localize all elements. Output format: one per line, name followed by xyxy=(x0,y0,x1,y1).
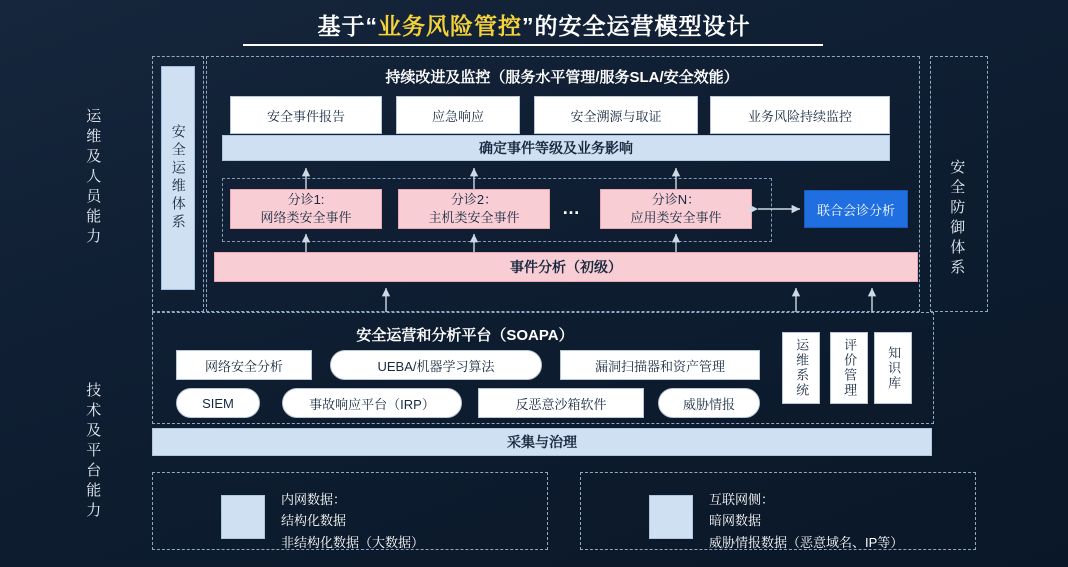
box-traceability-forensics[interactable]: 安全溯源与取证 xyxy=(534,96,698,134)
box-emergency-response[interactable]: 应急响应 xyxy=(396,96,520,134)
box-anti-malware-sandbox[interactable]: 反恶意沙箱软件 xyxy=(478,388,644,418)
box-network-security-analysis[interactable]: 网络安全分析 xyxy=(176,350,312,380)
triage-item-2-line2: 主机类安全事件 xyxy=(428,210,520,225)
title-highlight: 业务风险管控 xyxy=(378,13,522,39)
triage-item-1[interactable] xyxy=(230,189,382,229)
title-suffix: 的安全运营模型设计 xyxy=(534,13,751,39)
internet-data-title: 互联网侧： xyxy=(709,492,775,507)
internal-data-text xyxy=(281,489,424,553)
label-defense-system: 安全防御体系 xyxy=(948,159,966,279)
box-ops-system-label: 运维系统 xyxy=(794,338,810,398)
triage-ellipsis: … xyxy=(562,198,582,218)
internet-data-line2: 威胁情报数据（恶意域名、IP等） xyxy=(709,534,904,550)
internet-data-icon xyxy=(649,495,693,539)
triage-item-2[interactable] xyxy=(398,189,550,229)
triage-item-1-line1: 分诊1: xyxy=(287,192,325,208)
internal-data-line1: 结构化数据 xyxy=(281,513,347,529)
internal-data-line2: 非结构化数据（大数据） xyxy=(281,534,425,550)
box-ueba-ml[interactable]: UEBA/机器学习算法 xyxy=(330,350,542,380)
internet-data-line1: 暗网数据 xyxy=(709,513,762,529)
triage-item-1-line2: 网络类安全事件 xyxy=(260,210,352,225)
triage-item-n-line2: 应用类安全事件 xyxy=(630,210,722,225)
box-security-incident-report[interactable]: 安全事件报告 xyxy=(230,96,382,134)
box-joint-analysis[interactable]: 联合会诊分析 xyxy=(804,190,908,228)
continuous-improvement-heading: 持续改进及监控（服务水平管理/服务SLA/安全效能） xyxy=(385,69,739,86)
box-business-risk-monitoring[interactable]: 业务风险持续监控 xyxy=(710,96,890,134)
triage-item-n-line1: 分诊N： xyxy=(651,192,701,208)
label-ops-people-capability: 运维及人员能力 xyxy=(84,108,102,248)
band-collection-governance: 采集与治理 xyxy=(152,428,932,456)
box-evaluation-mgmt-label: 评价管理 xyxy=(842,338,858,398)
band-event-analysis: 事件分析（初级） xyxy=(214,252,918,282)
data-source-internal xyxy=(152,472,548,550)
title-underline xyxy=(243,44,823,46)
triage-item-2-line1: 分诊2： xyxy=(450,192,498,208)
data-source-internet xyxy=(580,472,976,550)
box-evaluation-mgmt[interactable] xyxy=(830,332,868,404)
platform-heading: 安全运营和分析平台（SOAPA） xyxy=(356,327,574,344)
triage-item-n[interactable] xyxy=(600,189,752,229)
defense-system-frame xyxy=(930,56,988,312)
box-threat-intelligence[interactable]: 威胁情报 xyxy=(658,388,760,418)
box-irp[interactable]: 事故响应平台（IRP） xyxy=(282,388,462,418)
internet-data-text xyxy=(709,489,903,553)
internal-data-icon xyxy=(221,495,265,539)
box-ops-system[interactable] xyxy=(782,332,820,404)
internal-data-title: 内网数据： xyxy=(281,492,347,507)
pillar-label: 安全运维体系 xyxy=(170,124,187,232)
page-title xyxy=(0,8,1068,41)
title-quote-open: “ xyxy=(365,13,378,39)
box-siem[interactable]: SIEM xyxy=(176,388,260,418)
box-vuln-scanner-asset-mgmt[interactable]: 漏洞扫描器和资产管理 xyxy=(560,350,760,380)
title-prefix: 基于 xyxy=(317,13,366,39)
box-knowledge-base-label: 知识库 xyxy=(886,345,902,391)
band-incident-level-impact: 确定事件等级及业务影响 xyxy=(222,135,890,161)
box-knowledge-base[interactable] xyxy=(874,332,912,404)
pillar-security-ops-system xyxy=(161,66,195,290)
title-quote-close: ” xyxy=(522,13,535,39)
label-tech-platform-capability: 技术及平台能力 xyxy=(84,382,102,522)
